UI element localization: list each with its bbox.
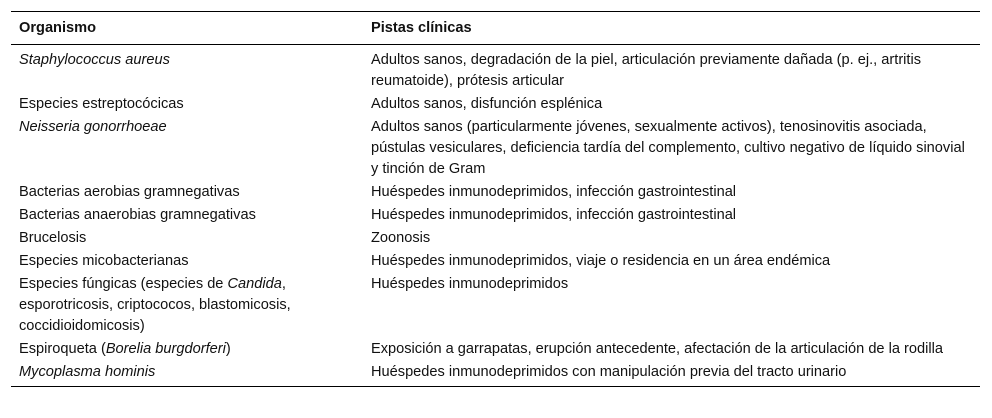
organism-text: Especies micobacterianas [19, 253, 189, 269]
table-row [11, 251, 980, 274]
table-row [11, 339, 980, 362]
table-row [11, 228, 980, 251]
organism-cell [11, 274, 363, 339]
organism-text: Bacterias aerobias gramnegativas [19, 184, 240, 200]
organism-text: Bacterias anaerobias gramnegativas [19, 207, 256, 223]
clinical-clues-table [11, 11, 980, 387]
organism-cell [11, 182, 363, 205]
organism-name-italic: Staphylococcus aureus [19, 52, 170, 68]
organism-text: Especies estreptocócicas [19, 96, 184, 112]
clinical-clues-cell: Huéspedes inmunodeprimidos con manipulación previa del tracto urinario [371, 364, 847, 380]
clinical-clues-table-container [11, 11, 980, 387]
clinical-clues-cell: Adultos sanos, disfunción esplénica [371, 96, 603, 112]
clinical-clues-cell: Exposición a garrapatas, erupción antecedente, afectación de la articulación de la rodilla [371, 341, 943, 357]
header-organism: Organismo [19, 20, 97, 36]
organism-cell [11, 45, 363, 95]
table-row [11, 182, 980, 205]
table-row [11, 94, 980, 117]
organism-cell [11, 205, 363, 228]
organism-name-italic: Neisseria gonorrhoeae [19, 119, 167, 135]
organism-text: Espiroqueta ( [19, 341, 106, 357]
organism-name-italic: Mycoplasma hominis [19, 364, 156, 380]
clinical-clues-cell: Adultos sanos (particularmente jóvenes, sexualmente activos), tenosinovitis asociada, pústulas vesiculares, deficiencia tardía del complemento, cultivo negativo de líquido sinovial y tinción de Gram [371, 119, 965, 177]
clinical-clues-cell: Huéspedes inmunodeprimidos [371, 276, 569, 292]
organism-text: Especies fúngicas (especies de [19, 276, 228, 292]
clinical-clues-cell: Huéspedes inmunodeprimidos, infección gastrointestinal [371, 184, 737, 200]
organism-cell [11, 94, 363, 117]
header-clinical-clues: Pistas clínicas [371, 20, 472, 36]
organism-text: , esporotricosis, criptococos, blastomicosis, coccidioidomicosis) [19, 276, 291, 334]
organism-cell [11, 339, 363, 362]
clinical-clues-cell: Adultos sanos, degradación de la piel, articulación previamente dañada (p. ej., artritis reumatoide), prótesis articular [371, 52, 922, 89]
organism-cell [11, 251, 363, 274]
clinical-clues-cell: Huéspedes inmunodeprimidos, viaje o residencia en un área endémica [371, 253, 831, 269]
table-header-row [11, 12, 980, 45]
table-row [11, 274, 980, 339]
table-row [11, 117, 980, 182]
table-row [11, 362, 980, 387]
organism-name-italic: Borelia burgdorferi [105, 341, 226, 357]
table-row [11, 45, 980, 95]
table-body [11, 45, 980, 387]
clinical-clues-cell: Zoonosis [371, 230, 431, 246]
table-row [11, 205, 980, 228]
organism-text: Brucelosis [19, 230, 87, 246]
clinical-clues-cell: Huéspedes inmunodeprimidos, infección gastrointestinal [371, 207, 737, 223]
organism-name-italic: Candida [227, 276, 282, 292]
organism-cell [11, 362, 363, 387]
organism-cell [11, 228, 363, 251]
organism-cell [11, 117, 363, 182]
organism-text: ) [225, 341, 231, 357]
